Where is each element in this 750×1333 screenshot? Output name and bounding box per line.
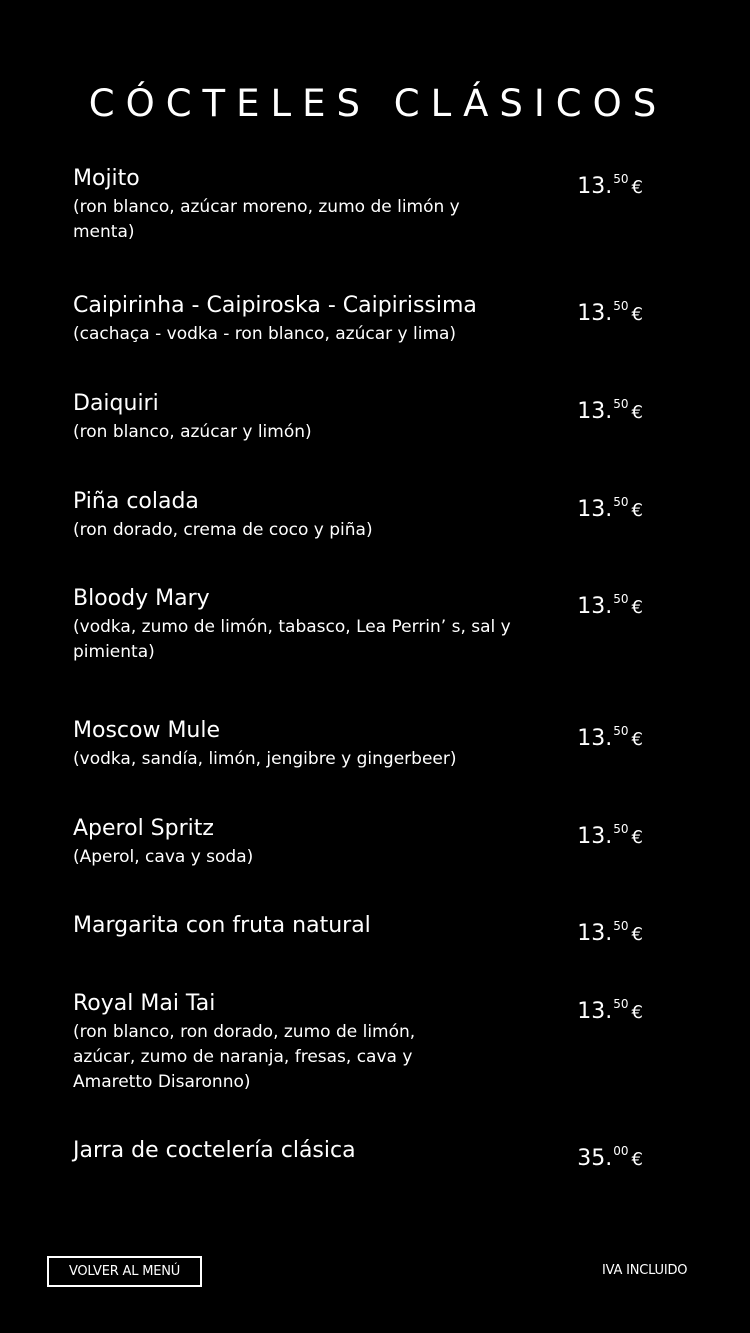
price-integer: 13. [577,726,613,751]
menu-item-daiquiri [73,390,653,445]
price-integer: 13. [577,824,613,849]
price-integer: 13. [577,921,613,946]
menu-item-description: (vodka, sandía, limón, jengibre y gingerbeer) [73,749,457,769]
price-integer: 13. [577,174,613,199]
price-cents: 50 [613,919,629,933]
price-integer: 35. [577,1146,613,1171]
menu-item-description: (ron blanco, azúcar moreno, zumo de limón y menta) [73,197,460,242]
menu-item-description: (cachaça - vodka - ron blanco, azúcar y lima) [73,324,457,344]
menu-item-description: (ron dorado, crema de coco y piña) [73,520,373,540]
tax-included-note: IVA INCLUIDO [602,1263,688,1278]
menu-item-price [577,990,643,1027]
menu-item-bloody-mary [73,585,653,665]
currency-symbol: € [631,177,643,198]
price-cents: 50 [613,172,629,186]
price-cents: 50 [613,724,629,738]
price-cents: 50 [613,822,629,836]
menu-item-price [577,815,643,852]
menu-item-price [577,292,643,329]
price-integer: 13. [577,301,613,326]
menu-item-name: Margarita con fruta natural [73,913,371,938]
menu-item-aperol-spritz [73,815,653,870]
menu-item-royal-mai-tai [73,990,653,1095]
currency-symbol: € [631,924,643,945]
price-integer: 13. [577,399,613,424]
currency-symbol: € [631,500,643,521]
menu-item-price [577,488,643,525]
price-cents: 50 [613,495,629,509]
menu-item-name: Bloody Mary [73,586,210,611]
menu-item-name: Royal Mai Tai [73,991,216,1016]
menu-item-mojito [73,165,653,245]
menu-item-margarita [73,912,653,946]
menu-item-description: (vodka, zumo de limón, tabasco, Lea Perrin’ s, sal y pimienta) [73,617,511,662]
menu-item-name: Jarra de coctelería clásica [73,1138,356,1163]
menu-item-jarra [73,1137,653,1171]
price-cents: 50 [613,592,629,606]
price-cents: 00 [613,1144,629,1158]
menu-item-name: Mojito [73,166,140,191]
page-title: CÓCTELES CLÁSICOS [88,82,668,125]
price-cents: 50 [613,997,629,1011]
menu-item-description: (ron blanco, ron dorado, zumo de limón, azúcar, zumo de naranja, fresas, cava y Amaretto Disaronno) [73,1022,416,1092]
menu-item-price [577,912,643,949]
menu-item-description: (ron blanco, azúcar y limón) [73,422,312,442]
menu-item-name: Piña colada [73,489,199,514]
menu-item-price [577,585,643,622]
price-integer: 13. [577,497,613,522]
currency-symbol: € [631,597,643,618]
menu-item-pina-colada [73,488,653,543]
price-integer: 13. [577,594,613,619]
currency-symbol: € [631,729,643,750]
menu-item-name: Caipirinha - Caipiroska - Caipirissima [73,293,477,318]
menu-item-name: Aperol Spritz [73,816,214,841]
menu-item-caipirinha [73,292,653,347]
price-integer: 13. [577,999,613,1024]
menu-item-moscow-mule [73,717,653,772]
price-cents: 50 [613,299,629,313]
currency-symbol: € [631,1002,643,1023]
menu-item-price [577,1137,643,1174]
currency-symbol: € [631,1149,643,1170]
back-to-menu-button[interactable]: VOLVER AL MENÚ [47,1256,202,1287]
menu-item-name: Moscow Mule [73,718,221,743]
currency-symbol: € [631,402,643,423]
menu-item-price [577,390,643,427]
menu-item-description: (Aperol, cava y soda) [73,847,254,867]
menu-item-price [577,717,643,754]
price-cents: 50 [613,397,629,411]
currency-symbol: € [631,304,643,325]
currency-symbol: € [631,827,643,848]
menu-item-price [577,165,643,202]
menu-item-name: Daiquiri [73,391,159,416]
